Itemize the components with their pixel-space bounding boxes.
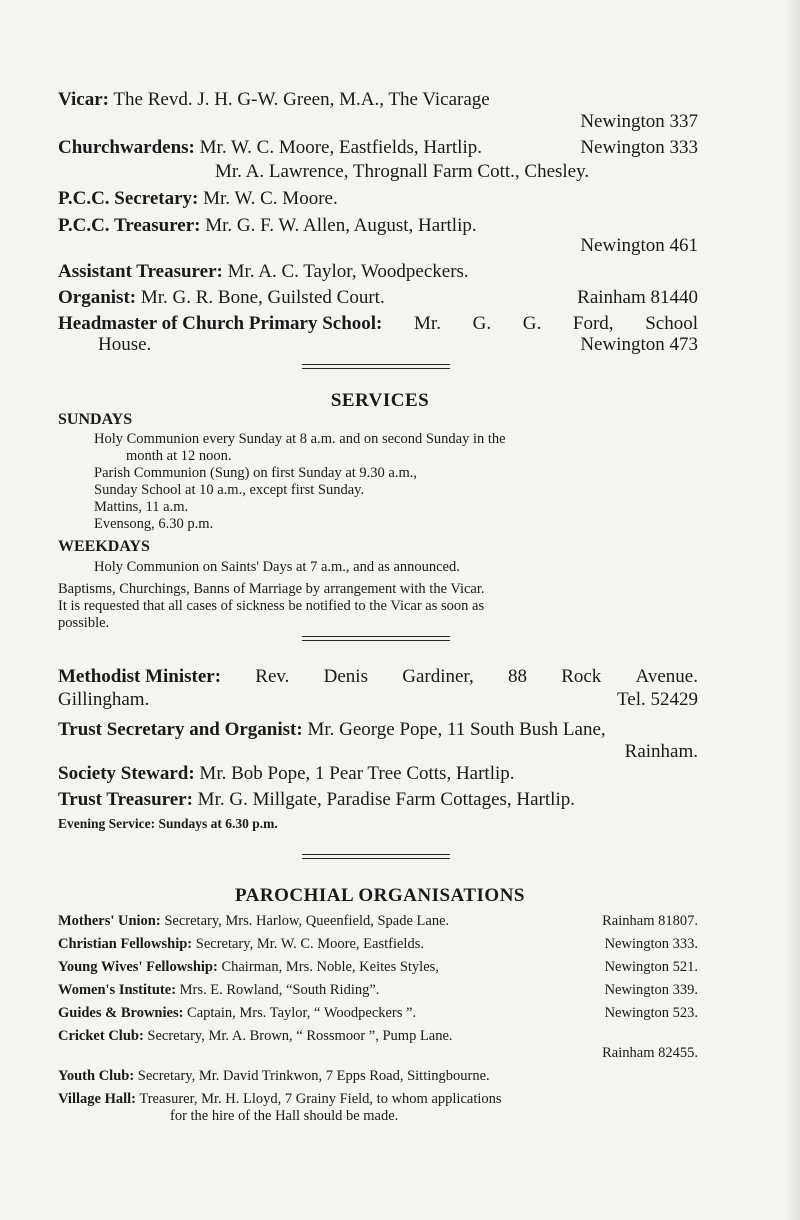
churchwarden-2: Mr. A. Lawrence, Thrognall Farm Cott., Chesley. [215,161,590,182]
assistant-treasurer-label: Assistant Treasurer: [58,261,223,282]
sunday-line: Parish Communion (Sung) on first Sunday at 9.30 a.m., [94,465,418,481]
sunday-line: month at 12 noon. [126,448,232,464]
pcc-treasurer: Mr. G. F. W. Allen, August, Hartlip. [205,215,477,236]
organist-tel: Rainham 81440 [577,287,698,308]
minister-word: Rev. [255,666,290,687]
headmaster-word: G. [522,313,542,334]
services-note: possible. [58,615,110,631]
organisation-label: Christian Fellowship: [58,936,193,952]
organisation-label: Guides & Brownies: [58,1005,184,1021]
cricket-club-tel: Rainham 82455. [602,1045,698,1061]
assistant-treasurer: Mr. A. C. Taylor, Woodpeckers. [227,261,469,282]
trust-secretary-town: Rainham. [624,741,698,762]
organisation-tel: Newington 521. [604,959,698,975]
evening-service: Sundays at 6.30 p.m. [158,816,278,831]
churchwarden-1-tel: Newington 333 [580,137,698,158]
organisation-item [58,959,698,976]
trust-treasurer-label: Trust Treasurer: [58,789,193,810]
divider [302,636,450,641]
pcc-treasurer-tel: Newington 461 [580,235,698,256]
churchwardens-label: Churchwardens: [58,137,195,158]
churchwardens-entry [58,136,698,160]
divider [302,854,450,859]
headmaster-house: House. [98,334,152,355]
headmaster-line-2 [98,333,698,357]
organisation-label: Mothers' Union: [58,913,161,929]
organisations-heading: PAROCHIAL ORGANISATIONS [234,885,526,906]
village-hall-line-2: for the hire of the Hall should be made. [170,1108,399,1124]
youth-club-entry [58,1068,698,1085]
organisation-text: Secretary, Mr. W. C. Moore, Eastfields. [195,936,424,952]
methodist-minister-entry [58,665,698,689]
methodist-minister-line-2 [58,688,698,712]
trust-secretary-label: Trust Secretary and Organist: [58,719,303,740]
sunday-line: Evensong, 6.30 p.m. [94,516,214,532]
services-note: It is requested that all cases of sickness be notified to the Vicar as soon as [58,598,485,614]
organisation-text: Chairman, Mrs. Noble, Keites Styles, [221,959,439,975]
trust-treasurer-entry [58,788,698,812]
evening-service-label: Evening Service: [58,816,156,831]
minister-word: 88 [507,666,527,687]
minister-tel: Tel. 52429 [617,689,698,710]
cricket-club: Secretary, Mr. A. Brown, “ Rossmoor ”, Pump Lane. [147,1028,453,1044]
cricket-club-label: Cricket Club: [58,1028,144,1044]
village-hall-label: Village Hall: [58,1091,136,1107]
minister-word: Gardiner, [402,666,474,687]
pcc-secretary: Mr. W. C. Moore. [203,188,338,209]
pcc-secretary-entry [58,187,698,211]
headmaster-word: G. [472,313,492,334]
organisation-item [58,936,698,953]
pcc-treasurer-label: P.C.C. Treasurer: [58,215,201,236]
organisation-text: Captain, Mrs. Taylor, “ Woodpeckers ”. [187,1005,417,1021]
organist: Mr. G. R. Bone, Guilsted Court. [140,287,385,308]
sunday-line: Sunday School at 10 a.m., except first Sunday. [94,482,365,498]
organisation-tel: Newington 339. [604,982,698,998]
evening-service-entry [58,816,698,832]
minister-word: Rock [561,666,602,687]
organist-entry [58,286,698,310]
sunday-line: Mattins, 11 a.m. [94,499,189,515]
village-hall: Treasurer, Mr. H. Lloyd, 7 Grainy Field, to whom applications [139,1091,502,1107]
society-steward-label: Society Steward: [58,763,195,784]
divider [302,364,450,369]
trust-secretary: Mr. George Pope, 11 South Bush Lane, [307,719,606,740]
headmaster-word: School [645,313,698,334]
trust-secretary-entry [58,718,698,742]
minister-town: Gillingham. [58,689,150,710]
vicar-entry [58,88,698,112]
youth-club: Secretary, Mr. David Trinkwon, 7 Epps Road, Sittingbourne. [137,1068,490,1084]
cricket-club-entry [58,1028,698,1045]
minister-word: Avenue. [635,666,698,687]
page-edge-shadow [786,0,800,1220]
organisation-text: Secretary, Mrs. Harlow, Queenfield, Spade Lane. [164,913,450,929]
vicar-tel: Newington 337 [580,111,698,132]
methodist-minister-label: Methodist Minister: [58,666,222,687]
organisation-item [58,913,698,930]
organisation-text: Mrs. E. Rowland, “South Riding”. [179,982,380,998]
headmaster-label: Headmaster of Church Primary School: [58,313,383,334]
village-hall-entry [58,1091,698,1108]
organisation-label: Young Wives' Fellowship: [58,959,218,975]
pcc-secretary-label: P.C.C. Secretary: [58,188,199,209]
services-heading: SERVICES [330,390,430,411]
sundays-label: SUNDAYS [58,411,133,428]
weekday-line: Holy Communion on Saints' Days at 7 a.m., and as announced. [94,559,460,575]
headmaster-word: Mr. [414,313,441,334]
organisation-tel: Rainham 81807. [602,913,698,929]
weekdays-label: WEEKDAYS [58,538,150,555]
sunday-line: Holy Communion every Sunday at 8 a.m. and on second Sunday in the [94,431,506,447]
trust-treasurer: Mr. G. Millgate, Paradise Farm Cottages, Hartlip. [197,789,575,810]
headmaster-tel: Newington 473 [580,334,698,355]
organisation-item [58,1005,698,1022]
minister-word: Denis [323,666,368,687]
vicar-text: The Revd. J. H. G-W. Green, M.A., The Vicarage [113,89,490,110]
organisation-label: Women's Institute: [58,982,177,998]
services-note: Baptisms, Churchings, Banns of Marriage by arrangement with the Vicar. [58,581,485,597]
headmaster-word: Ford, [572,313,614,334]
organisation-tel: Newington 523. [604,1005,698,1021]
organisation-tel: Newington 333. [604,936,698,952]
churchwarden-1: Mr. W. C. Moore, Eastfields, Hartlip. [199,137,482,158]
organist-label: Organist: [58,287,137,308]
society-steward-entry [58,762,698,786]
society-steward: Mr. Bob Pope, 1 Pear Tree Cotts, Hartlip. [199,763,515,784]
assistant-treasurer-entry [58,260,698,284]
youth-club-label: Youth Club: [58,1068,135,1084]
organisation-item [58,982,698,999]
vicar-label: Vicar: [58,89,109,110]
